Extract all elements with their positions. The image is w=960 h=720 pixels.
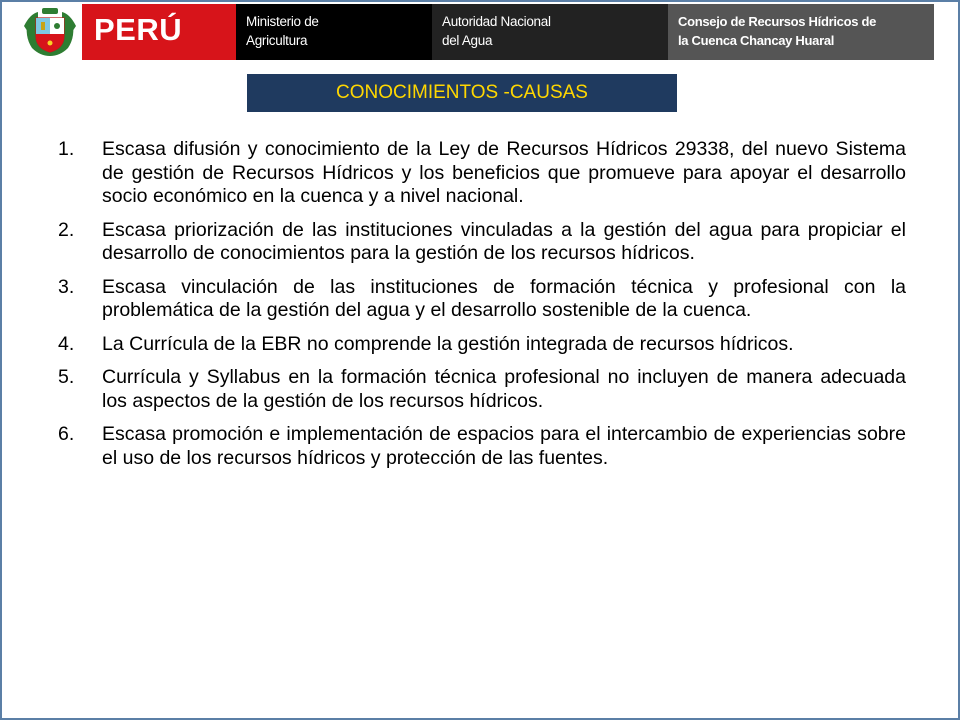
list-item [52, 276, 906, 323]
ministry-box [236, 4, 432, 60]
item-text: Escasa priorización de las instituciones vinculadas a la gestión del agua para propiciar el desarrollo de conocimientos para la gestión de los recursos hídricos. [102, 218, 906, 264]
item-number: 5. [58, 366, 75, 388]
item-text: Escasa vinculación de las instituciones de formación técnica y profesional con la problemática de la gestión del agua y el desarrollo sostenible de la cuenca. [102, 275, 906, 321]
authority-label: Autoridad Nacional del Agua [442, 14, 551, 48]
peru-brand-box [82, 4, 236, 60]
council-box [668, 4, 934, 60]
list-item [52, 219, 906, 266]
authority-box [432, 4, 668, 60]
list-item [52, 333, 906, 357]
item-number: 4. [58, 332, 75, 355]
country-label: PERÚ [94, 12, 183, 47]
coat-of-arms-icon [22, 6, 78, 60]
item-number: 6. [58, 423, 75, 445]
item-text: Currícula y Syllabus en la formación técnica profesional no incluyen de manera adecuada los aspectos de la gestión de los recursos hídricos. [102, 366, 906, 412]
item-number: 2. [58, 218, 75, 241]
item-number: 1. [58, 138, 75, 160]
slide-title: CONOCIMIENTOS -CAUSAS [336, 82, 588, 103]
item-text: Escasa promoción e implementación de espacios para el intercambio de experiencias sobre el uso de los recursos hídricos y protección de las fuentes. [102, 423, 906, 469]
list-item [52, 138, 906, 209]
ministry-label: Ministerio de Agricultura [246, 14, 319, 48]
causes-list [52, 138, 906, 480]
council-label: Consejo de Recursos Hídricos de la Cuenca Chancay Huaral [678, 14, 877, 48]
header-bar [14, 4, 934, 60]
item-number: 3. [58, 275, 75, 298]
list-item [52, 423, 906, 470]
slide-title-box [247, 74, 677, 112]
item-text: Escasa difusión y conocimiento de la Ley de Recursos Hídricos 29338, del nuevo Sistema de gestión de Recursos Hídricos y los beneficios que promueve para apoyar el desarrollo socio económico en la cuenca y a nivel nacional. [102, 138, 906, 207]
item-text: La Currícula de la EBR no comprende la gestión integrada de recursos hídricos. [102, 332, 794, 355]
list-item [52, 366, 906, 413]
